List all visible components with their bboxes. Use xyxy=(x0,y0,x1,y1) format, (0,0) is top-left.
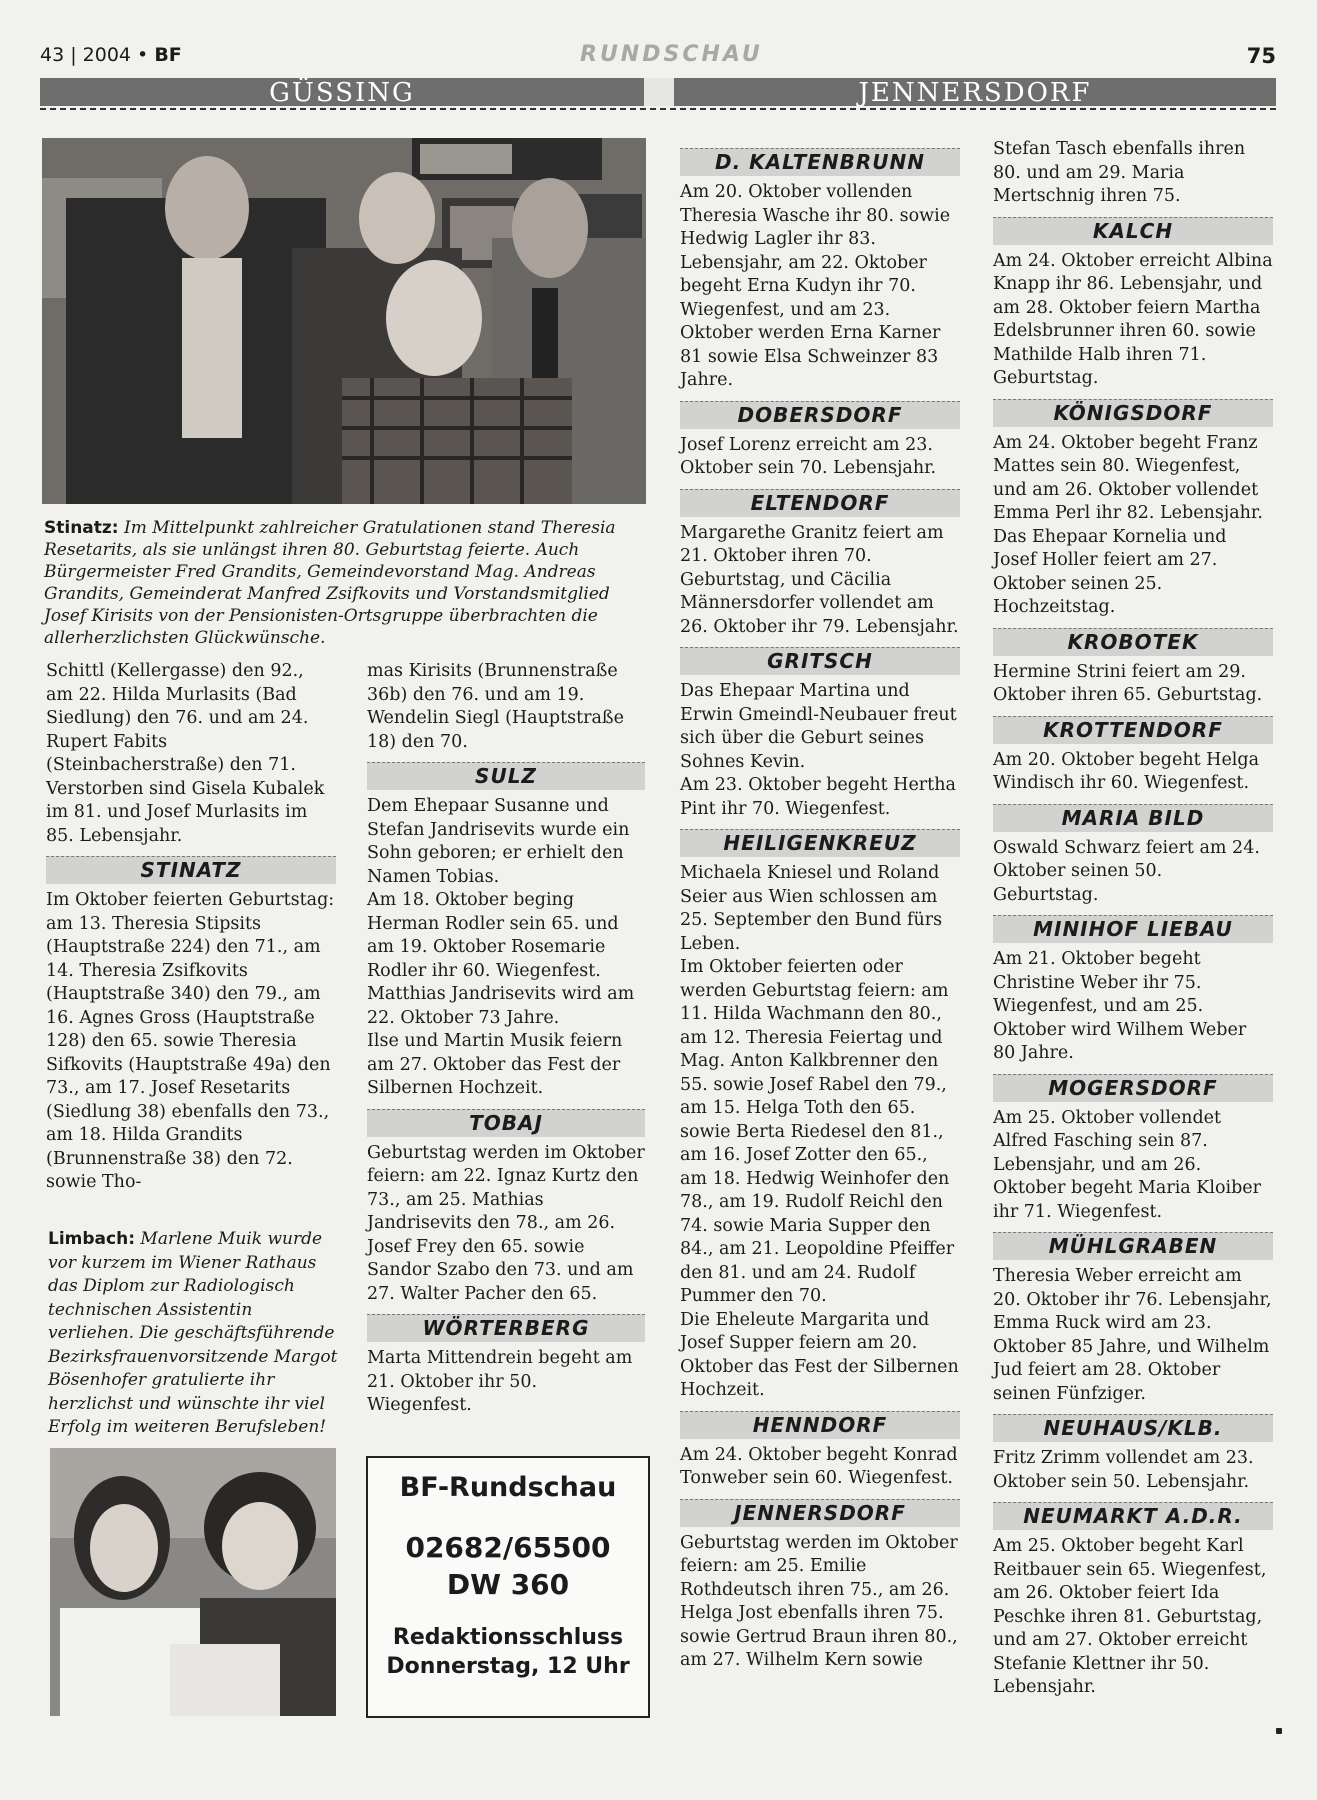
article-text: Am 25. Oktober begeht Karl Reitbauer sein 65. Wiegenfest, am 26. Oktober feiert Ida Peschke ihren 81. Geburtstag, und am 27. Oktober erreicht Stefanie Klettner ihr 50. Lebensjahr. xyxy=(993,1536,1267,1697)
article-text: Fritz Zrimm vollendet am 23. Oktober sein 50. Lebensjahr. xyxy=(993,1448,1254,1492)
article-text: Marta Mittendrein begeht am 21. Oktober ihr 50. Wiegenfest. xyxy=(367,1348,633,1415)
section-title: RUNDSCHAU xyxy=(580,42,763,67)
article-text: Hermine Strini feiert am 29. Oktober ihren 65. Geburtstag. xyxy=(993,661,1263,705)
article-text: Verstorben sind Gisela Kubalek im 81. und Josef Murlasits im 85. Lebensjahr. xyxy=(46,778,325,846)
issue-number: 43 | 2004 • xyxy=(40,44,149,66)
section-heading: NEUMARKT A.D.R. xyxy=(993,1502,1273,1530)
issue-info xyxy=(40,44,182,66)
contact-ad-box xyxy=(366,1456,650,1718)
article-text: Am 24. Oktober begeht Konrad Tonweber sein 60. Wiegenfest. xyxy=(680,1444,958,1488)
dashed-rule xyxy=(40,108,1276,110)
column-jennersdorf-1 xyxy=(680,148,960,1673)
article-text: Geburtstag werden im Oktober feiern: am 25. Emilie Rothdeutsch ihren 75., am 26. Helga Jost ebenfalls ihren 75. sowie Gertrud Braun ihren 80., am 27. Wilhelm Kern sowie xyxy=(680,1532,958,1670)
section-heading: KROBOTEK xyxy=(993,628,1273,656)
section-heading: MÜHLGRABEN xyxy=(993,1232,1273,1260)
section-heading: WÖRTERBERG xyxy=(367,1314,645,1342)
article-text: Stefan Tasch ebenfalls ihren 80. und am 29. Maria Mertschnig ihren 75. xyxy=(993,139,1246,206)
article-text: Ilse und Martin Musik feiern am 27. Oktober das Fest der Silbernen Hochzeit. xyxy=(367,1031,623,1098)
section-heading: HENNDORF xyxy=(680,1411,960,1439)
masthead xyxy=(40,40,1276,72)
section-heading: STINATZ xyxy=(46,856,336,884)
photo-limbach xyxy=(50,1448,336,1716)
ad-deadline-label: Redaktionsschluss xyxy=(392,1625,624,1650)
article-text: Im Oktober feierten Geburtstag: am 13. Theresia Stipsits (Hauptstraße 224) den 71., am 14. Theresia Zsifkovits (Hauptstraße 340) den 79., am 16. Agnes Gross (Hauptstraße 128) den 65. sowie Theresia Sifkovits (Hauptstraße 49a) den 73., am 17. Josef Resetarits (Siedlung 38) ebenfalls den 73., am 18. Hilda Grandits (Brunnenstraße 38) den 72. sowie Tho- xyxy=(46,890,335,1192)
ad-title: BF-Rundschau xyxy=(399,1472,617,1503)
brand-label: BF xyxy=(154,44,182,66)
section-heading: KROTTENDORF xyxy=(993,716,1273,744)
article-text: Am 23. Oktober begeht Hertha Pint ihr 70. Wiegenfest. xyxy=(680,775,956,819)
article-text: Schittl (Kellergasse) den 92., am 22. Hilda Murlasits (Bad Siedlung) den 76. und am 24. Rupert Fabits (Steinbacherstraße) den 71. xyxy=(46,661,309,775)
section-bar-divider xyxy=(644,78,674,106)
caption-text: Marlene Muik wurde vor kurzem im Wiener Rathaus das Diplom zur Radiologisch technischen Assistentin verliehen. Die geschäftsführende Bezirksfrauenvorsitzende Margot Bösenhofer gratulierte ihr herzlichst und wünschte ihr viel Erfolg im weiteren Berufsleben! xyxy=(48,1229,338,1437)
section-heading: KALCH xyxy=(993,217,1273,245)
section-heading: HEILIGENKREUZ xyxy=(680,829,960,857)
section-bar-jennersdorf: JENNERSDORF xyxy=(674,78,1276,106)
caption-label: Stinatz: xyxy=(44,518,119,538)
article-text: Michaela Kniesel und Roland Seier aus Wien schlossen am 25. September den Bund fürs Leben. xyxy=(680,863,943,954)
article-text: Am 20. Oktober begeht Helga Windisch ihr 60. Wiegenfest. xyxy=(993,749,1260,793)
photo-stinatz-group xyxy=(42,138,646,504)
section-heading: ELTENDORF xyxy=(680,489,960,517)
section-heading: SULZ xyxy=(367,762,645,790)
column-guessing-2 xyxy=(367,660,645,1418)
section-heading: JENNERSDORF xyxy=(680,1499,960,1527)
article-text: Geburtstag werden im Oktober feiern: am 22. Ignaz Kurtz den 73., am 25. Mathias Jandrisevits den 78., am 26. Josef Frey den 65. sowie Sandor Szabo den 73. und am 27. Walter Pacher den 65. xyxy=(367,1142,645,1304)
article-text: Margarethe Granitz feiert am 21. Oktober ihren 70. Geburtstag, und Cäcilia Männersdorfer vollendet am 26. Oktober ihr 79. Lebensjahr. xyxy=(680,522,959,637)
article-text: Am 18. Oktober beging Herman Rodler sein 65. und am 19. Oktober Rosemarie Rodler ihr 60. Wiegenfest. xyxy=(367,890,619,981)
caption-label: Limbach: xyxy=(48,1229,135,1249)
page-number: 75 xyxy=(1246,44,1276,68)
section-heading: D. KALTENBRUNN xyxy=(680,148,960,176)
section-heading: MOGERSDORF xyxy=(993,1074,1273,1102)
article-text: Am 25. Oktober vollendet Alfred Fasching sein 87. Lebensjahr, und am 26. Oktober begeht Maria Kloiber ihr 71. Wiegenfest. xyxy=(993,1107,1262,1222)
article-text: Josef Lorenz erreicht am 23. Oktober sein 70. Lebensjahr. xyxy=(680,434,937,478)
caption-text: Im Mittelpunkt zahlreicher Gratulationen stand Theresia Resetarits, als sie unlängst ihren 80. Geburtstag feierte. Auch Bürgermeister Fred Grandits, Gemeindevorstand Mag. Andreas Grandits, Gemeinderat Manfred Zsifkovits und Vorstandsmitglied Josef Kirisits von der Pensionisten-Ortsgruppe überbrachten die allerherzlichsten Glückwünsche. xyxy=(44,518,616,648)
section-heading: GRITSCH xyxy=(680,647,960,675)
end-mark xyxy=(1276,1728,1282,1734)
article-text: Matthias Jandrisevits wird am 22. Oktober 73 Jahre. xyxy=(367,984,635,1028)
ad-deadline-day: Donnerstag, 12 Uhr xyxy=(386,1654,630,1679)
article-text: Theresia Weber erreicht am 20. Oktober ihr 76. Lebensjahr, Emma Ruck wird am 23. Oktober 85 Jahre, und Wilhelm Jud feiert am 28. Oktober seinen Fünfziger. xyxy=(993,1266,1272,1404)
article-text: Das Ehepaar Martina und Erwin Gmeindl-Neubauer freut sich über die Geburt seines Sohnes Kevin. xyxy=(680,681,957,772)
article-text: Dem Ehepaar Susanne und Stefan Jandrisevits wurde ein Sohn geboren; er erhielt den Namen Tobias. xyxy=(367,796,630,887)
article-text: Am 24. Oktober erreicht Albina Knapp ihr 86. Lebensjahr, und am 28. Oktober feiern Martha Edelsbrunner ihren 60. sowie Mathilde Halb ihren 71. Geburtstag. xyxy=(993,250,1273,388)
photo-caption-stinatz xyxy=(44,517,644,649)
section-heading: NEUHAUS/KLB. xyxy=(993,1414,1273,1442)
article-text: Oswald Schwarz feiert am 24. Oktober seinen 50. Geburtstag. xyxy=(993,837,1260,905)
ad-extension: DW 360 xyxy=(446,1568,570,1601)
section-heading: MINIHOF LIEBAU xyxy=(993,915,1273,943)
article-text: Im Oktober feierten oder werden Geburtstag feiern: am 11. Hilda Wachmann den 80., am 12. Theresia Feiertag und Mag. Anton Kalkbrenner den 55. sowie Josef Rabel den 79., am 15. Helga Toth den 65. sowie Berta Riedesel den 81., am 16. Josef Zotter den 65., am 18. Hedwig Weinhofer den 78., am 19. Rudolf Reichl den 74. sowie Maria Supper den 84., am 21. Leopoldine Pfeiffer den 81. und am 24. Rudolf Pummer den 70. xyxy=(680,957,955,1306)
section-heading: MARIA BILD xyxy=(993,804,1273,832)
article-text: Am 20. Oktober vollenden Theresia Wasche ihr 80. sowie Hedwig Lagler ihr 83. Lebensjahr, am 22. Oktober begeht Erna Kudyn ihr 70. Wiegenfest, und am 23. Oktober werden Erna Karner 81 sowie Elsa Schweinzer 83 Jahre. xyxy=(680,182,951,390)
section-heading: KÖNIGSDORF xyxy=(993,399,1273,427)
column-jennersdorf-2 xyxy=(993,138,1273,1700)
article-text: mas Kirisits (Brunnenstraße 36b) den 76. und am 19. Wendelin Siegl (Hauptstraße 18) den 70. xyxy=(367,661,624,752)
section-heading: DOBERSDORF xyxy=(680,401,960,429)
section-bar-guessing: GÜSSING xyxy=(40,78,644,106)
article-text: Am 21. Oktober begeht Christine Weber ihr 75. Wiegenfest, und am 25. Oktober wird Wilhem Weber 80 Jahre. xyxy=(993,949,1247,1063)
article-text: Am 24. Oktober begeht Franz Mattes sein 80. Wiegenfest, und am 26. Oktober vollendet Emma Perl ihr 82. Lebensjahr. Das Ehepaar Kornelia und Josef Holler feiert am 27. Oktober seinen 25. Hochzeitstag. xyxy=(993,432,1263,617)
column-guessing-1 xyxy=(46,660,336,1195)
photo-caption-limbach xyxy=(48,1228,338,1440)
section-heading: TOBAJ xyxy=(367,1109,645,1137)
article-text: Die Eheleute Margarita und Josef Supper feiern am 20. Oktober das Fest der Silbernen Hochzeit. xyxy=(680,1309,959,1400)
ad-phone: 02682/65500 xyxy=(405,1531,611,1564)
